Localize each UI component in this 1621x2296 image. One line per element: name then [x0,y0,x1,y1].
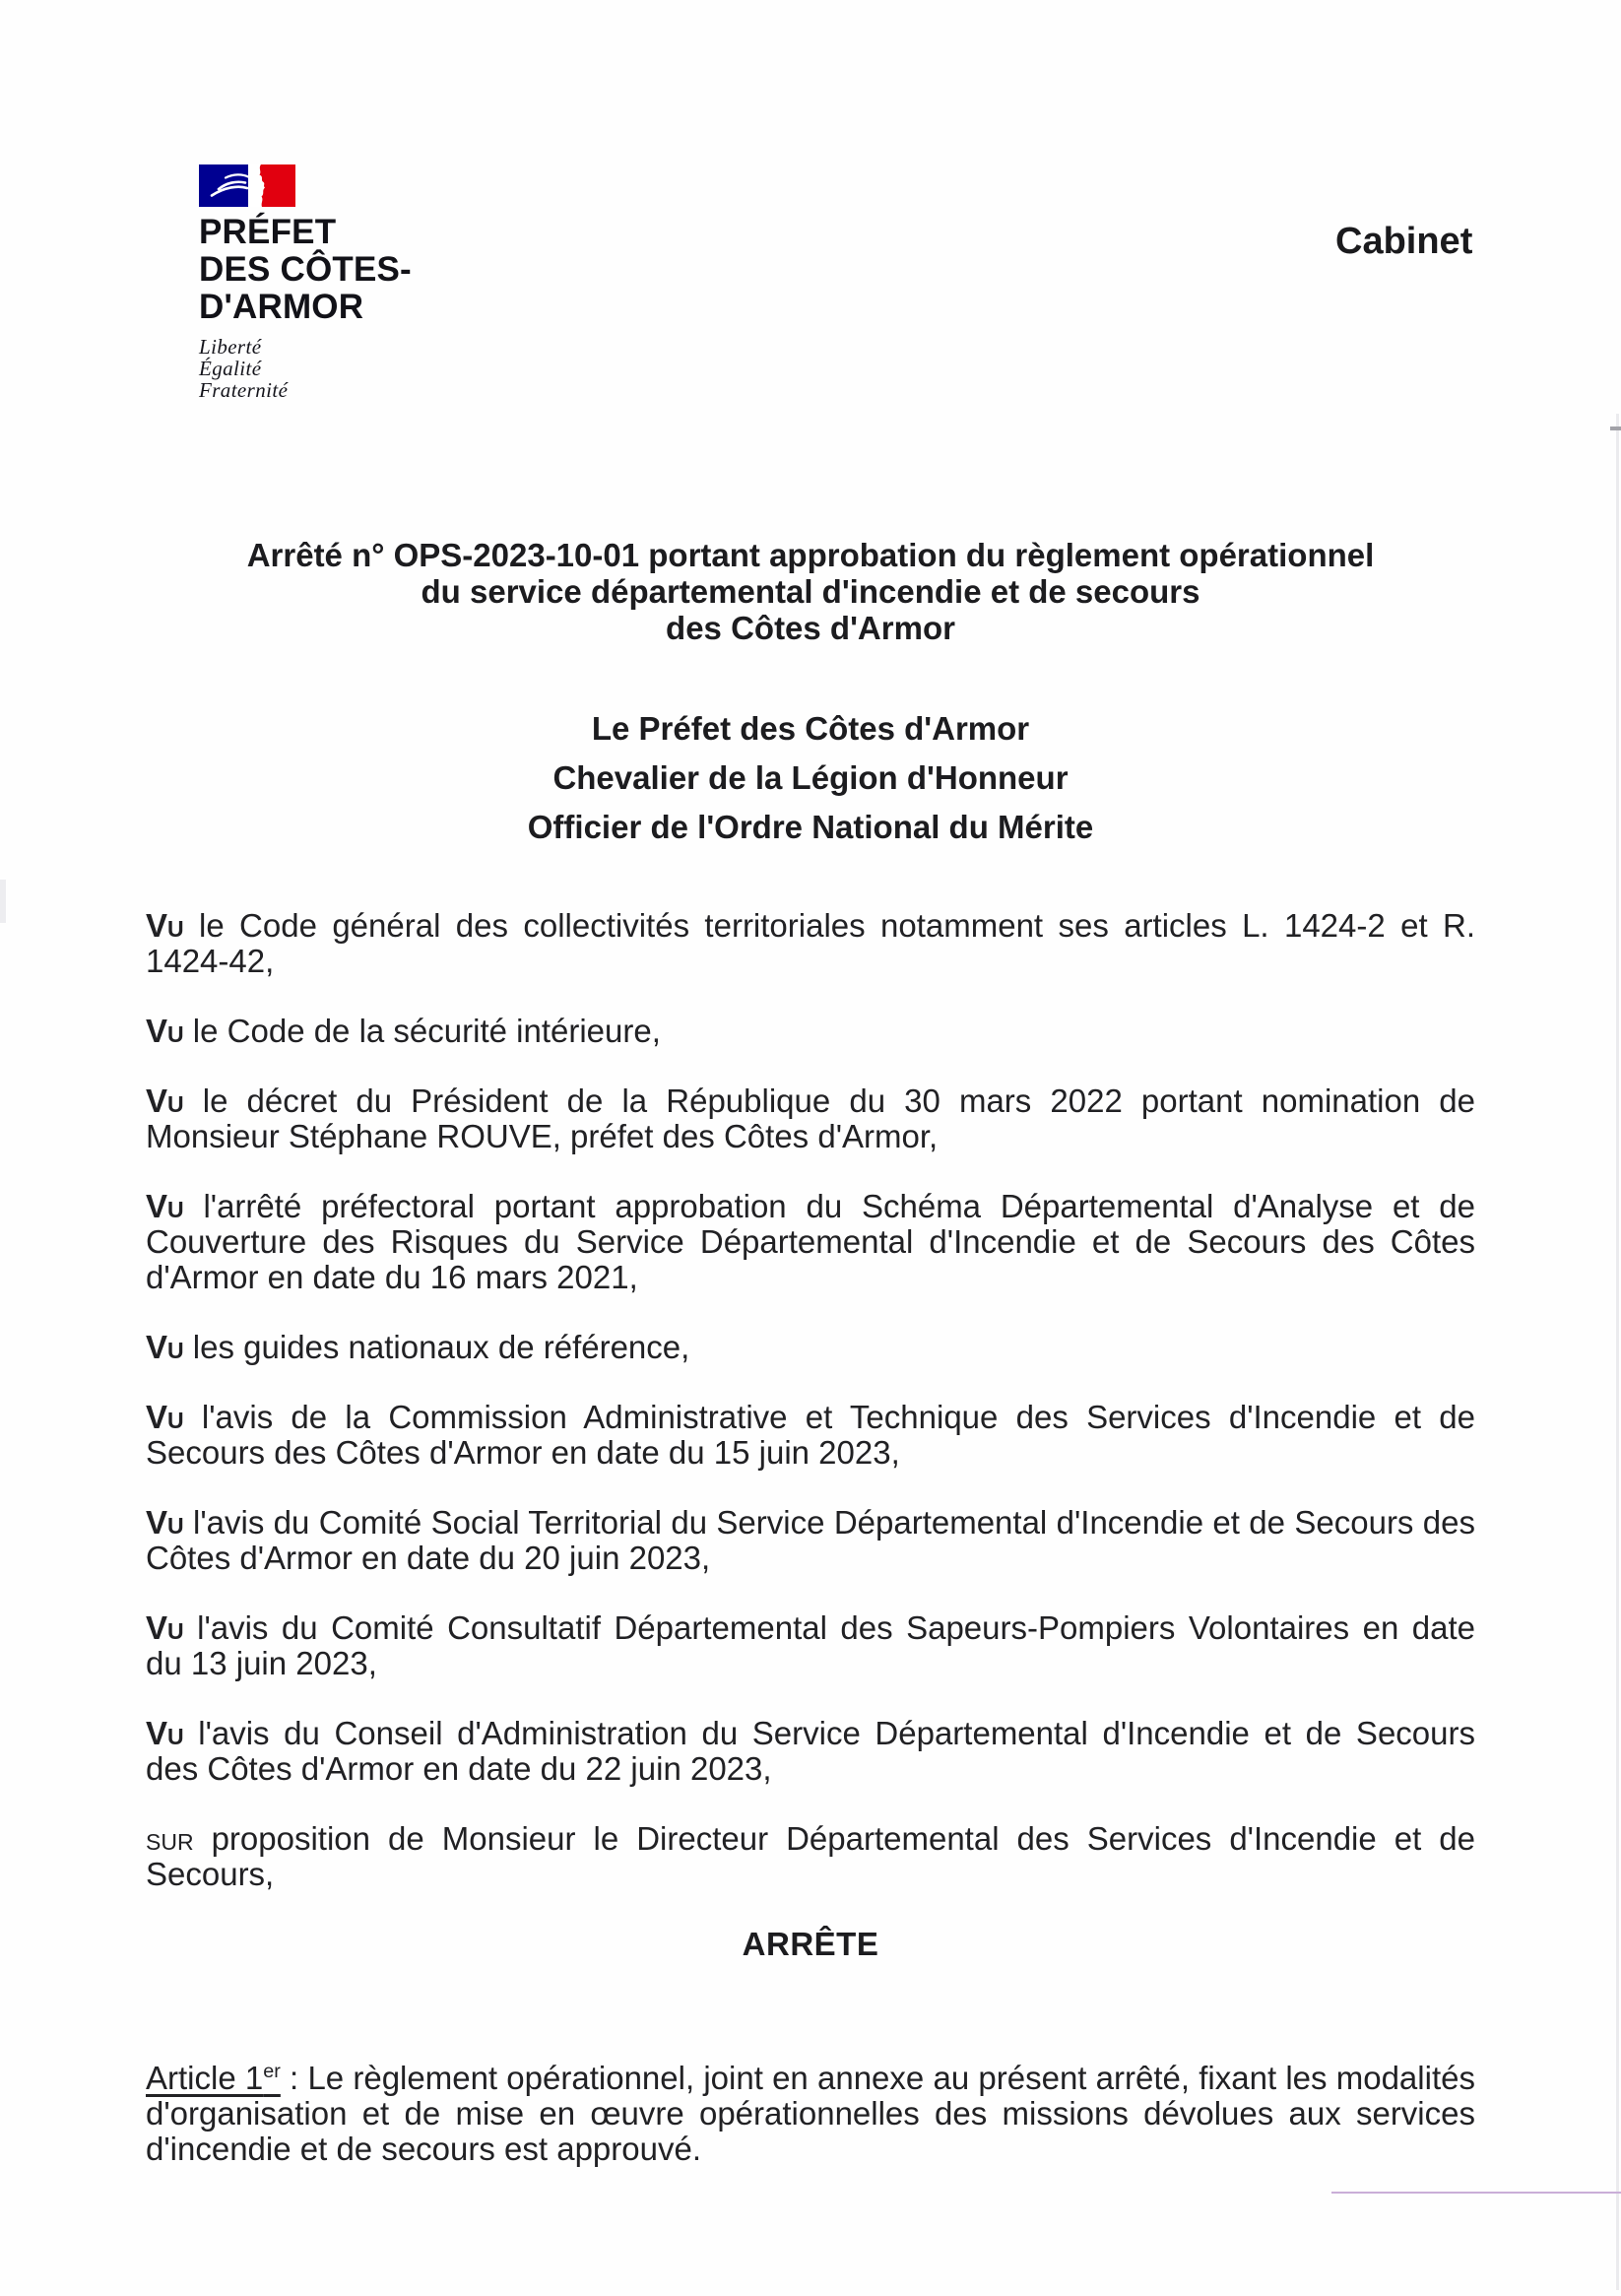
recital-text: le Code général des collectivités territoriales notamment ses articles L. 1424-2 et R. 1424-42, [146,907,1475,979]
recital-lead: Vu [146,1188,184,1224]
prefecture-name [199,214,412,326]
recital-lead: Vu [146,1013,184,1049]
recital-paragraph [146,1716,1475,1787]
recital-paragraph [146,1505,1475,1576]
decision-heading: ARRÊTE [742,1926,879,1962]
article-paragraph [146,2061,1475,2167]
authority-line: Officier de l'Ordre National du Mérite [527,809,1094,845]
decree-title-line: Arrêté n° OPS-2023-10-01 portant approbation du règlement opérationnel [246,537,1375,573]
recital-text: l'avis du Comité Consultatif Départemental des Sapeurs-Pompiers Volontaires en date du 13 juin 2023, [146,1609,1476,1681]
recital-text: les guides nationaux de référence, [192,1329,690,1365]
decree-title [0,537,1621,646]
recital-text: l'avis de la Commission Administrative et Technique des Services d'Incendie et de Secours des Côtes d'Armor en date du 15 juin 2023, [146,1399,1475,1471]
recital-lead: Vu [146,1082,184,1119]
article-reference [146,2060,281,2096]
article-label: Article 1 [146,2060,264,2096]
scan-artifact-right-tick [1610,426,1621,430]
document-body [146,908,1475,2167]
motto-line: Fraternité [199,378,289,402]
recital-text: l'avis du Comité Social Territorial du Service Départemental d'Incendie et de Secours des Côtes d'Armor en date du 20 juin 2023, [146,1504,1475,1576]
recital-paragraph [146,1083,1475,1154]
recital-paragraph [146,1400,1475,1471]
article-text: Le règlement opérationnel, joint en annexe au présent arrêté, fixant les modalités d'organisation et de mise en œuvre opérationnelles des missions dévolues aux services d'incendie et de secours est approuvé. [146,2060,1475,2167]
article-ordinal-suffix: er [263,2061,281,2082]
authority-line: Le Préfet des Côtes d'Armor [591,710,1030,747]
recital-lead: Vu [146,907,184,944]
republic-motto [199,336,412,401]
decree-title-line: des Côtes d'Armor [666,610,955,646]
authority-line: Chevalier de la Légion d'Honneur [552,759,1069,796]
prefecture-name-line: DES CÔTES- [199,250,412,289]
recital-text: le décret du Président de la République du 30 mars 2022 portant nomination de Monsieur Stéphane ROUVE, préfet des Côtes d'Armor, [146,1082,1475,1154]
french-flag-marianne-icon [199,164,295,207]
scan-artifact-right-edge [1616,414,1619,2290]
recital-paragraph [146,908,1475,979]
recital-paragraph [146,1014,1475,1049]
recital-paragraph [146,1821,1475,1892]
scan-artifact-left-edge [0,880,6,923]
prefecture-name-line: D'ARMOR [199,288,364,326]
recital-text: proposition de Monsieur le Directeur Départemental des Services d'Incendie et de Secours, [146,1820,1475,1892]
issuing-authority [0,704,1621,852]
motto-line: Liberté [199,335,262,359]
prefecture-name-line: PRÉFET [199,213,337,251]
recital-text: le Code de la sécurité intérieure, [192,1013,661,1049]
recital-lead: Vu [146,1504,184,1541]
motto-line: Égalité [199,357,262,380]
french-republic-logo [199,164,412,401]
article-separator: : [280,2060,308,2096]
recital-text: l'avis du Conseil d'Administration du Service Départemental d'Incendie et de Secours des Côtes d'Armor en date du 22 juin 2023, [146,1715,1475,1787]
recital-lead: Vu [146,1715,184,1751]
recital-lead: Vu [146,1609,184,1646]
recital-text: l'arrêté préfectoral portant approbation du Schéma Départemental d'Analyse et de Couverture des Risques du Service Départemental d'Incendie et de Secours des Côtes d'Armor en date du 16 mars 2021, [146,1188,1475,1295]
recital-lead: Vu [146,1329,184,1365]
recital-paragraph [146,1189,1475,1295]
recital-paragraph [146,1330,1475,1365]
recital-lead: Vu [146,1399,184,1435]
scan-artifact-pink-line [1331,2192,1621,2194]
recital-paragraph [146,1610,1475,1681]
recital-lead: sur [146,1820,194,1857]
decree-title-line: du service départemental d'incendie et de secours [421,573,1200,610]
service-label: Cabinet [1335,221,1473,262]
